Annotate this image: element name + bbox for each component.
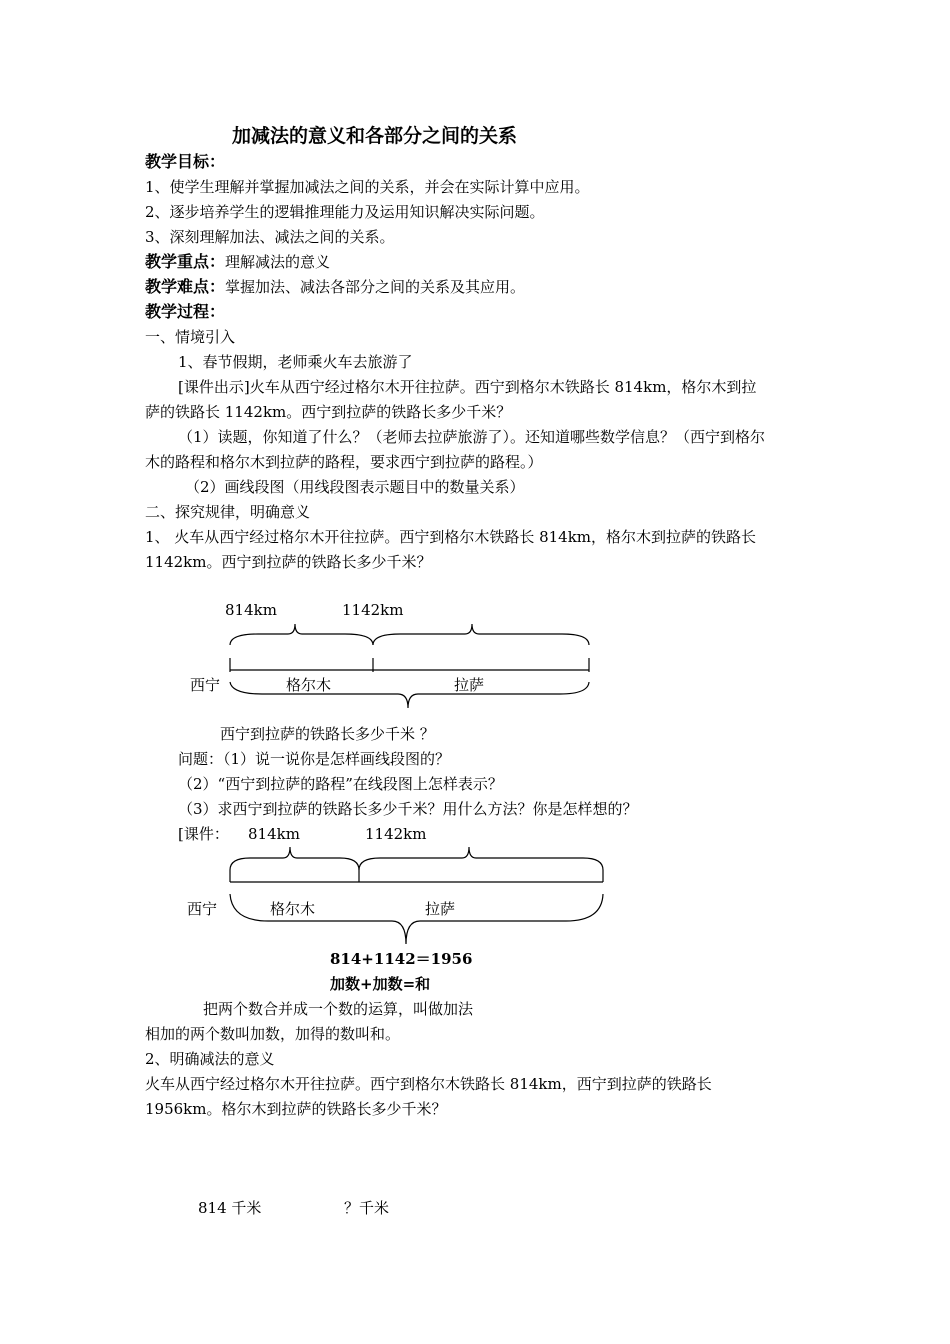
page-title: 加减法的意义和各部分之间的关系	[232, 125, 518, 147]
subtraction-heading: 2、明确减法的意义	[145, 1050, 275, 1068]
d2-top-brace-left	[230, 847, 359, 882]
goals-heading: 教学目标：	[145, 152, 226, 171]
d1-label-right: 1142km	[342, 601, 404, 619]
question-2: （2）“西宁到拉萨的路程”在线段图上怎样表示？	[178, 775, 503, 793]
d2-top-brace-right	[359, 847, 603, 882]
q2: （2）画线段图（用线段图表示题目中的数量关系）	[185, 478, 525, 496]
addition-definition: 把两个数合并成一个数的运算，叫做加法	[203, 1000, 474, 1018]
addition-terms: 相加的两个数叫加数，加得的数叫和。	[145, 1025, 401, 1043]
goal-3: 3、深刻理解加法、减法之间的关系。	[145, 228, 395, 246]
question-1: 问题：（1）说一说你是怎样画线段图的？	[178, 750, 451, 768]
difficulty-text: 掌握加法、减法各部分之间的关系及其应用。	[225, 278, 526, 296]
d3-label-right: ？千米	[344, 1199, 390, 1217]
q1-line1: （1）读题，你知道了什么？（老师去拉萨旅游了）。还知道哪些数学信息？（西宁到格尔	[178, 428, 766, 446]
section2-heading: 二、探究规律，明确意义	[145, 503, 311, 521]
section1-heading: 一、情境引入	[145, 328, 236, 346]
courseware-line1: [课件出示]火车从西宁经过格尔木开往拉萨。西宁到格尔木铁路长 814km，格尔木到拉	[178, 378, 757, 396]
d1-seg2-label: 拉萨	[454, 676, 485, 694]
goal-1: 1、使学生理解并掌握加减法之间的关系，并会在实际计算中应用。	[145, 178, 590, 196]
d2-prefix: [课件：	[178, 825, 229, 843]
d2-label-left: 814km	[248, 825, 300, 843]
process-heading: 教学过程：	[145, 302, 226, 321]
d2-label-right: 1142km	[365, 825, 427, 843]
key-point-label: 教学重点：	[145, 252, 226, 271]
d2-start-label: 西宁	[187, 900, 218, 918]
d1-question: 西宁到拉萨的铁路长多少千米 ？	[220, 725, 435, 743]
formula: 加数+加数=和	[330, 975, 431, 993]
key-point-text: 理解减法的意义	[225, 253, 331, 271]
d2-seg1-label: 格尔木	[270, 900, 316, 918]
question-3: （3）求西宁到拉萨的铁路长多少千米？用什么方法？你是怎样想的？	[178, 800, 638, 818]
section2-p1-line1: 1、 火车从西宁经过格尔木开往拉萨。西宁到格尔木铁路长 814km，格尔木到拉萨的铁路长	[145, 528, 757, 546]
courseware-line2: 萨的铁路长 1142km。西宁到拉萨的铁路长多少千米？	[145, 403, 512, 421]
q1-line2: 木的路程和格尔木到拉萨的路程，要求西宁到拉萨的路程。）	[145, 453, 543, 471]
subtraction-p-line1: 火车从西宁经过格尔木开往拉萨。西宁到格尔木铁路长 814km，西宁到拉萨的铁路长	[145, 1075, 712, 1093]
d1-seg1-label: 格尔木	[286, 676, 332, 694]
section2-p1-line2: 1142km。西宁到拉萨的铁路长多少千米？	[145, 553, 432, 571]
equation: 814+1142＝1956	[330, 950, 473, 968]
goal-2: 2、逐步培养学生的逻辑推理能力及运用知识解决实际问题。	[145, 203, 545, 221]
d2-seg2-label: 拉萨	[425, 900, 456, 918]
difficulty-label: 教学难点：	[145, 277, 226, 296]
d1-label-left: 814km	[225, 601, 277, 619]
d1-start-label: 西宁	[190, 676, 221, 694]
subtraction-p-line2: 1956km。格尔木到拉萨的铁路长多少千米？	[145, 1100, 447, 1118]
section1-item1: 1、春节假期，老师乘火车去旅游了	[178, 353, 413, 371]
d3-label-left: 814 千米	[198, 1199, 262, 1217]
